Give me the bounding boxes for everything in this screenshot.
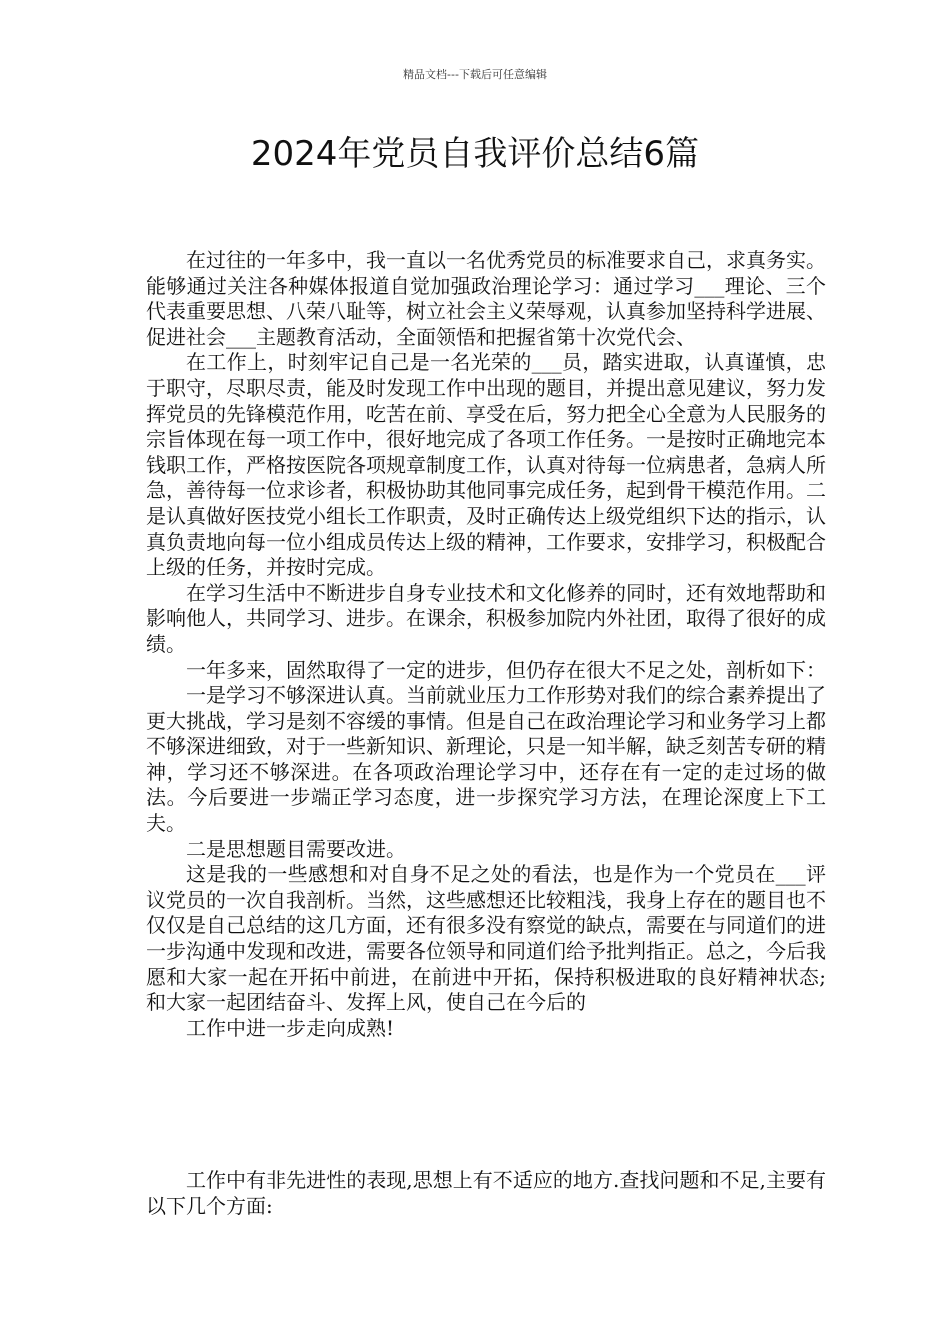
document-body <box>146 248 826 1041</box>
page-header-note: 精品文档---下载后可任意编辑 <box>403 68 547 81</box>
paragraph-6: 二是思想题目需要改进。 <box>186 836 406 861</box>
paragraph-9: 工作中有非先进性的表现,思想上有不适应的地方.查找问题和不足,主要有以下几个方面: <box>146 1168 826 1218</box>
paragraph-8: 工作中进一步走向成熟! <box>186 1015 395 1040</box>
paragraph-2: 在工作上，时刻牢记自己是一名光荣的___员，踏实进取，认真谨慎，忠于职守，尽职尽责，能及时发现工作中出现的题目，并提出意见建议，努力发挥党员的先锋模范作用，吃苦在前、享受在后，努力把全心全意为人民服务的宗旨体现在每一项工作中，很好地完成了各项工作任务。一是按时正确地完本钱职工作，严格按医院各项规章制度工作，认真对待每一位病患者，急病人所急，善待每一位求诊者，积极协助其他同事完成任务，起到骨干模范作用。二是认真做好医技党小组长工作职责，及时正确传达上级党组织下达的指示，认真负责地向每一位小组成员传达上级的精神，工作要求，安排学习，积极配合上级的任务，并按时完成。 <box>146 350 826 580</box>
paragraph-5: 一是学习不够深进认真。当前就业压力工作形势对我们的综合素养提出了更大挑战，学习是刻不容缓的事情。但是自己在政治理论学习和业务学习上都不够深进细致，对于一些新知识、新理论，只是一知半解，缺乏刻苦专研的精神，学习还不够深进。在各项政治理论学习中，还存在有一定的走过场的做法。今后要进一步端正学习态度，进一步探究学习方法，在理论深度上下工夫。 <box>146 683 826 836</box>
document-body-continued <box>146 1168 826 1219</box>
paragraph-3: 在学习生活中不断进步自身专业技术和文化修养的同时，还有效地帮助和影响他人，共同学习、进步。在课余，积极参加院内外社团，取得了很好的成绩。 <box>146 580 826 656</box>
document-title: 2024年党员自我评价总结6篇 <box>250 134 700 174</box>
paragraph-4: 一年多来，固然取得了一定的进步，但仍存在很大不足之处，剖析如下： <box>186 657 826 682</box>
paragraph-7: 这是我的一些感想和对自身不足之处的看法，也是作为一个党员在___评议党员的一次自我剖析。当然，这些感想还比较粗浅，我身上存在的题目也不仅仅是自己总结的这几方面，还有很多没有察觉的缺点，需要在与同道们的进一步沟通中发现和改进，需要各位领导和同道们给予批判指正。总之，今后我愿和大家一起在开拓中前进，在前进中开拓，保持积极进取的良好精神状态;和大家一起团结奋斗、发挥上风，使自己在今后的 <box>146 862 826 1015</box>
paragraph-1: 在过往的一年多中，我一直以一名优秀党员的标准要求自己，求真务实。能够通过关注各种媒体报道自觉加强政治理论学习：通过学习___理论、三个代表重要思想、八荣八耻等，树立社会主义荣辱观，认真参加坚持科学进展、促进社会___主题教育活动，全面领悟和把握省第十次党代会、 <box>146 248 826 349</box>
